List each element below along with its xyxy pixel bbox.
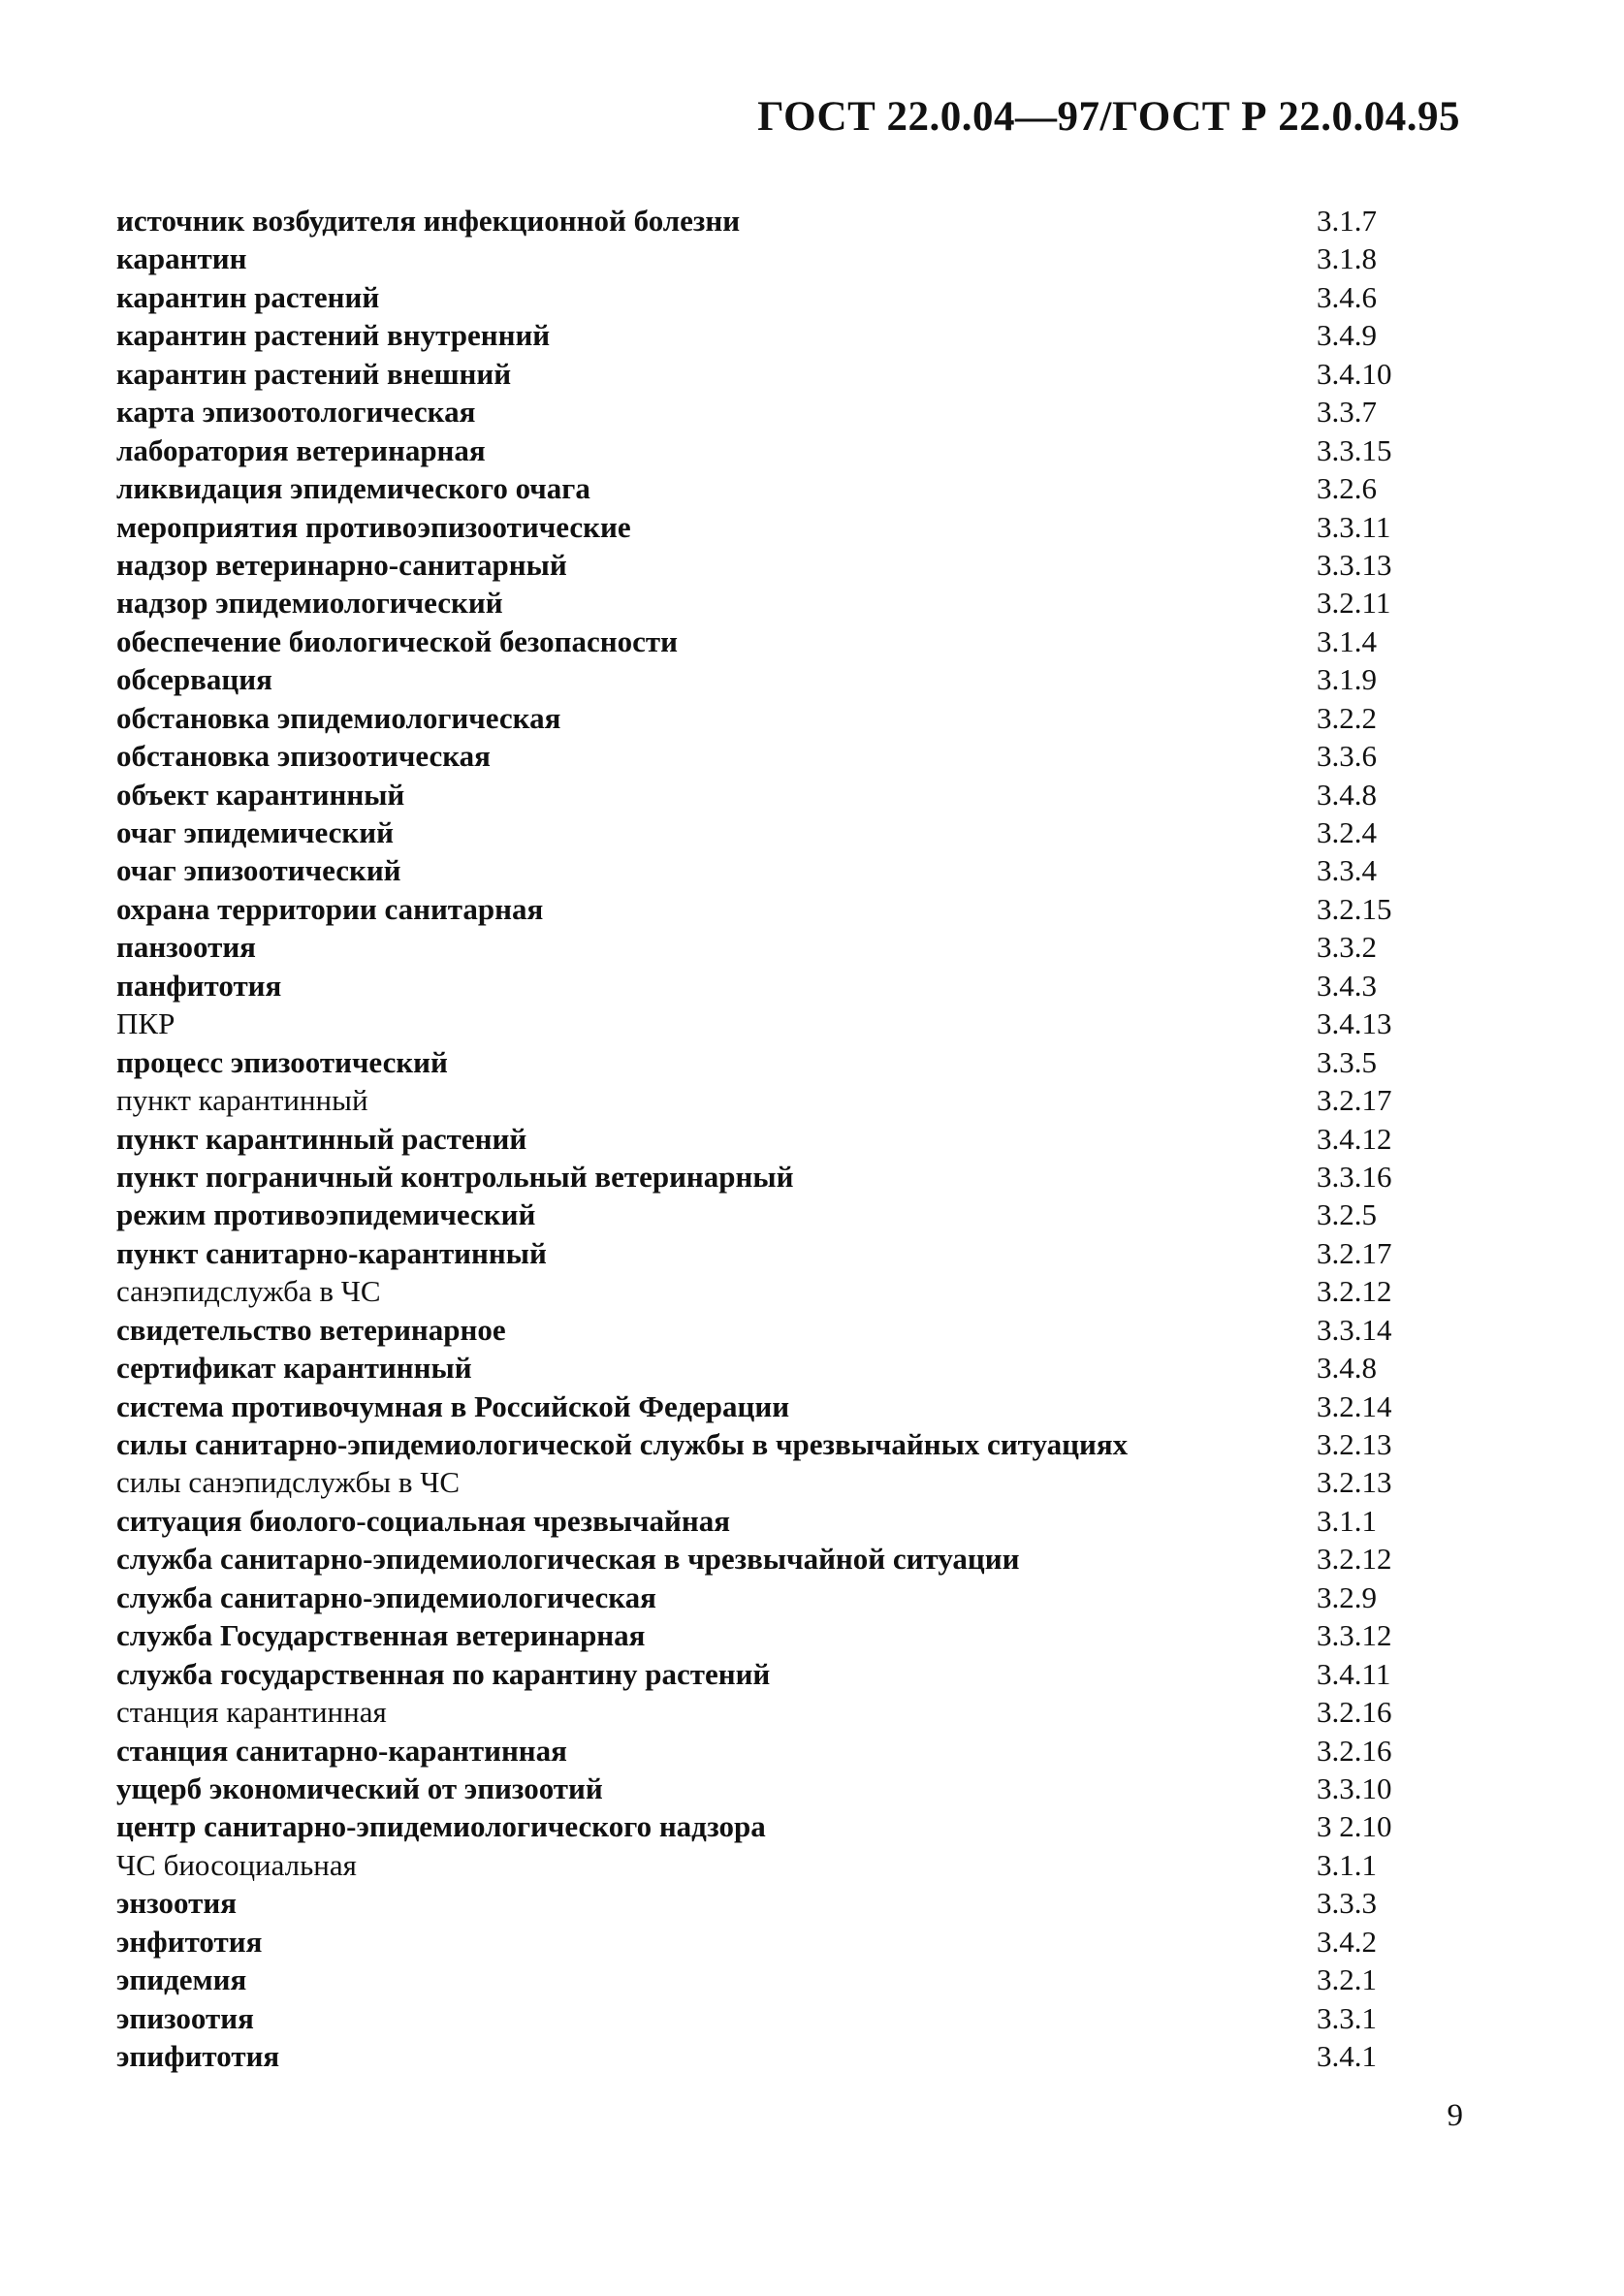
index-row — [116, 890, 1416, 928]
index-reference: 3.4.8 — [1317, 1351, 1377, 1386]
index-row — [116, 660, 1416, 698]
index-reference: 3.3.2 — [1317, 930, 1377, 965]
index-term: ликвидация эпидемического очага — [116, 471, 590, 506]
index-reference: 3.4.10 — [1317, 356, 1392, 391]
index-term: обсервация — [116, 662, 272, 697]
index-term: ПКР — [116, 1006, 175, 1041]
index-term: обстановка эпизоотическая — [116, 739, 491, 774]
page-number: 9 — [1447, 2098, 1463, 2133]
index-term: эпидемия — [116, 1962, 247, 1997]
index-term: система противочумная в Российской Федерации — [116, 1388, 790, 1423]
index-reference: 3.3.1 — [1317, 2000, 1377, 2035]
index-row — [116, 1158, 1416, 1196]
index-row — [116, 431, 1416, 469]
index-row — [116, 1846, 1416, 1884]
index-row — [116, 1999, 1416, 2037]
index-row — [116, 1043, 1416, 1081]
index-reference: 3.4.8 — [1317, 777, 1377, 812]
index-row — [116, 1272, 1416, 1310]
index-row — [116, 469, 1416, 507]
index-term: ЧС биосоциальная — [116, 1847, 357, 1882]
index-term: обеспечение биологической безопасности — [116, 623, 678, 658]
index-row — [116, 316, 1416, 354]
index-row — [116, 737, 1416, 775]
index-row — [116, 1387, 1416, 1425]
index-term: станция карантинная — [116, 1695, 387, 1730]
index-reference: 3.2.9 — [1317, 1579, 1377, 1614]
index-row — [116, 546, 1416, 584]
index-term: режим противоэпидемический — [116, 1197, 536, 1232]
index-row — [116, 1081, 1416, 1119]
index-row — [116, 1770, 1416, 1807]
index-row — [116, 1693, 1416, 1731]
document-header: ГОСТ 22.0.04—97/ГОСТ Р 22.0.04.95 — [757, 94, 1460, 140]
index-term: энзоотия — [116, 1886, 237, 1921]
index-row — [116, 1234, 1416, 1272]
index-term: карантин растений внешний — [116, 356, 512, 391]
index-term: служба санитарно-эпидемиологическая в чрезвычайной ситуации — [116, 1542, 1020, 1577]
index-row — [116, 813, 1416, 851]
index-row — [116, 1655, 1416, 1693]
index-reference: 3.1.1 — [1317, 1503, 1377, 1538]
index-row — [116, 1425, 1416, 1463]
index-reference: 3.3.12 — [1317, 1618, 1392, 1653]
index-reference: 3.2.16 — [1317, 1733, 1392, 1768]
index-term: надзор эпидемиологический — [116, 586, 503, 621]
index-row — [116, 928, 1416, 966]
index-reference: 3.2.6 — [1317, 471, 1377, 506]
index-term: панфитотия — [116, 968, 282, 1003]
index-reference: 3.3.7 — [1317, 395, 1377, 430]
index-term: эпизоотия — [116, 2000, 254, 2035]
index-term: санэпидслужба в ЧС — [116, 1274, 381, 1309]
index-row — [116, 1311, 1416, 1349]
index-term: очаг эпизоотический — [116, 853, 401, 888]
index-reference: 3.4.9 — [1317, 318, 1377, 353]
index-term: силы санэпидслужбы в ЧС — [116, 1465, 461, 1500]
index-reference: 3.3.14 — [1317, 1312, 1392, 1347]
index-reference: 3.2.14 — [1317, 1388, 1392, 1423]
index-term: сертификат карантинный — [116, 1351, 472, 1386]
index-reference: 3.2.12 — [1317, 1542, 1392, 1577]
index-term: объект карантинный — [116, 777, 405, 812]
term-index-list — [116, 202, 1416, 2075]
index-term: силы санитарно-эпидемиологической службы в чрезвычайных ситуациях — [116, 1427, 1129, 1461]
index-row — [116, 355, 1416, 393]
index-term: служба санитарно-эпидемиологическая — [116, 1579, 656, 1614]
index-term: пункт пограничный контрольный ветеринарный — [116, 1159, 794, 1194]
index-row — [116, 584, 1416, 622]
index-term: панзоотия — [116, 930, 256, 965]
index-row — [116, 967, 1416, 1004]
index-row — [116, 699, 1416, 737]
index-term: служба государственная по карантину растений — [116, 1656, 771, 1691]
index-row — [116, 393, 1416, 430]
index-term: станция санитарно-карантинная — [116, 1733, 567, 1768]
index-row — [116, 1616, 1416, 1654]
index-reference: 3.3.10 — [1317, 1770, 1392, 1805]
index-term: пункт карантинный растений — [116, 1121, 527, 1156]
index-row — [116, 776, 1416, 813]
index-row — [116, 239, 1416, 277]
index-row — [116, 1961, 1416, 1998]
index-reference: 3.2.4 — [1317, 815, 1377, 849]
index-reference: 3.4.12 — [1317, 1121, 1392, 1156]
index-term: свидетельство ветеринарное — [116, 1312, 506, 1347]
index-reference: 3.2.13 — [1317, 1465, 1392, 1500]
index-reference: 3.2.1 — [1317, 1962, 1377, 1997]
index-term: карта эпизоотологическая — [116, 395, 476, 430]
index-term: пункт карантинный — [116, 1083, 368, 1118]
index-term: процесс эпизоотический — [116, 1044, 448, 1079]
index-row — [116, 1540, 1416, 1578]
index-reference: 3.1.1 — [1317, 1847, 1377, 1882]
index-reference: 3.2.17 — [1317, 1083, 1392, 1118]
index-reference: 3.3.5 — [1317, 1044, 1377, 1079]
index-row — [116, 1884, 1416, 1922]
index-row — [116, 1732, 1416, 1770]
index-row — [116, 1004, 1416, 1042]
index-reference: 3 2.10 — [1317, 1809, 1392, 1844]
index-term: источник возбудителя инфекционной болезни — [116, 204, 741, 238]
index-row — [116, 2037, 1416, 2075]
index-term: охрана территории санитарная — [116, 891, 544, 926]
index-reference: 3.3.15 — [1317, 432, 1392, 467]
index-reference: 3.2.13 — [1317, 1427, 1392, 1461]
index-row — [116, 508, 1416, 546]
index-term: эпифитотия — [116, 2039, 280, 2073]
index-row — [116, 1578, 1416, 1616]
index-reference: 3.3.11 — [1317, 509, 1391, 544]
index-term: пункт санитарно-карантинный — [116, 1235, 547, 1270]
index-reference: 3.4.1 — [1317, 2039, 1377, 2073]
index-row — [116, 1120, 1416, 1158]
index-reference: 3.2.11 — [1317, 586, 1391, 621]
index-reference: 3.2.16 — [1317, 1695, 1392, 1730]
index-reference: 3.2.2 — [1317, 700, 1377, 735]
index-term: ситуация биолого-социальная чрезвычайная — [116, 1503, 731, 1538]
index-row — [116, 1807, 1416, 1845]
index-reference: 3.1.9 — [1317, 662, 1377, 697]
index-reference: 3.1.7 — [1317, 204, 1377, 238]
index-reference: 3.2.17 — [1317, 1235, 1392, 1270]
index-term: очаг эпидемический — [116, 815, 395, 849]
index-row — [116, 1463, 1416, 1501]
index-term: мероприятия противоэпизоотические — [116, 509, 631, 544]
index-term: лаборатория ветеринарная — [116, 432, 486, 467]
index-reference: 3.2.12 — [1317, 1274, 1392, 1309]
index-reference: 3.4.13 — [1317, 1006, 1392, 1041]
index-reference: 3.4.6 — [1317, 279, 1377, 314]
index-reference: 3.2.15 — [1317, 891, 1392, 926]
index-term: карантин растений — [116, 279, 380, 314]
index-term: ущерб экономический от эпизоотий — [116, 1770, 603, 1805]
index-row — [116, 851, 1416, 889]
index-reference: 3.2.5 — [1317, 1197, 1377, 1232]
index-reference: 3.4.2 — [1317, 1924, 1377, 1959]
index-row — [116, 278, 1416, 316]
index-row — [116, 202, 1416, 239]
index-reference: 3.4.11 — [1317, 1656, 1391, 1691]
index-reference: 3.3.16 — [1317, 1159, 1392, 1194]
index-term: надзор ветеринарно-санитарный — [116, 547, 567, 582]
index-term: энфитотия — [116, 1924, 263, 1959]
index-reference: 3.1.4 — [1317, 623, 1377, 658]
index-row — [116, 1502, 1416, 1540]
index-reference: 3.3.6 — [1317, 739, 1377, 774]
index-row — [116, 1196, 1416, 1233]
index-row — [116, 622, 1416, 660]
index-reference: 3.1.8 — [1317, 241, 1377, 276]
index-row — [116, 1923, 1416, 1961]
index-reference: 3.3.4 — [1317, 853, 1377, 888]
index-reference: 3.3.3 — [1317, 1886, 1377, 1921]
index-reference: 3.3.13 — [1317, 547, 1392, 582]
index-term: центр санитарно-эпидемиологического надзора — [116, 1809, 766, 1844]
index-term: служба Государственная ветеринарная — [116, 1618, 646, 1653]
index-term: карантин растений внутренний — [116, 318, 551, 353]
index-term: обстановка эпидемиологическая — [116, 700, 561, 735]
index-reference: 3.4.3 — [1317, 968, 1377, 1003]
index-row — [116, 1349, 1416, 1387]
index-term: карантин — [116, 241, 247, 276]
